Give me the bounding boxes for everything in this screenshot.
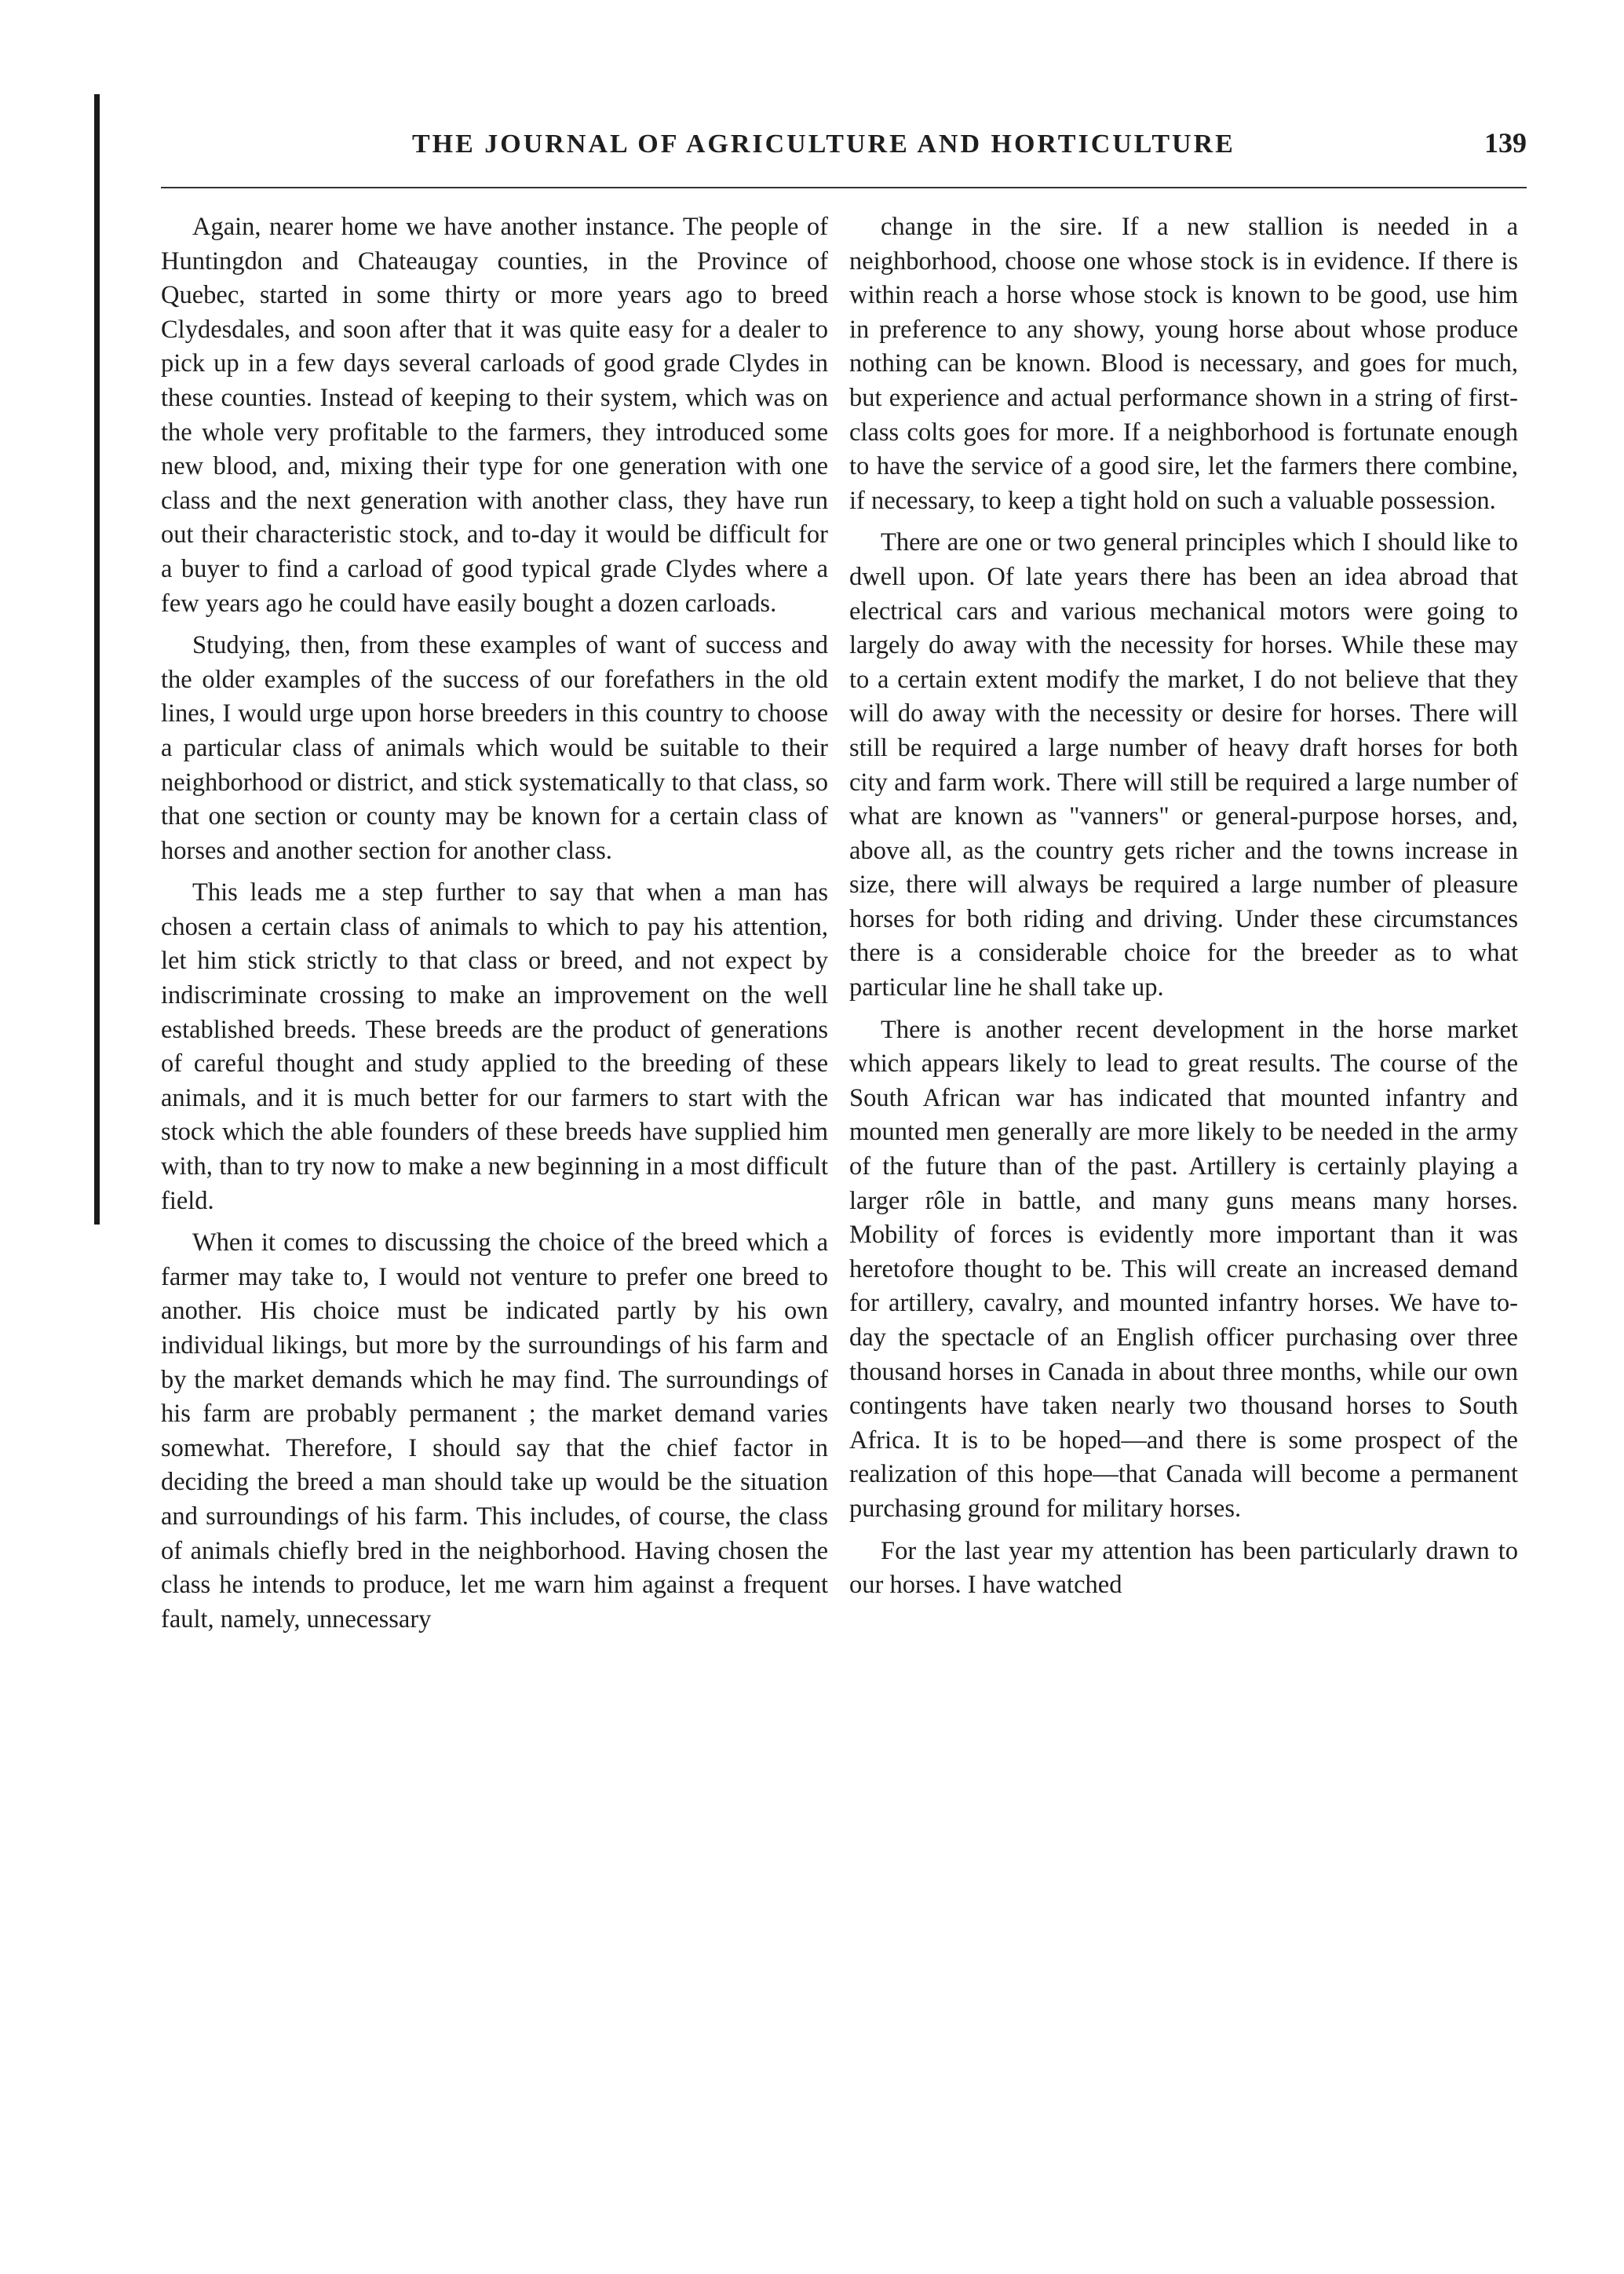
page-margin-bar [94,94,100,1225]
paragraph: For the last year my attention has been particularly drawn to our horses. I have watched [849,1536,1518,1600]
header-rule [161,187,1527,188]
left-column [161,210,828,1644]
page-header [161,127,1527,177]
right-column [849,210,1518,1611]
paragraph: Again, nearer home we have another instance. The people of Huntingdon and Chateaugay counties, in the Province of Quebec, started in some thirty or more years ago to breed Clydesdales, and soon after that it was quite easy for a dealer to pick up in a few days several carloads of good grade Clydes in these counties. Instead of keeping to their system, which was on the whole very profitable to the farmers, they introduced some new blood, and, mixing their type for one generation with one class and the next generation with another class, they have run out their characteristic stock, and to-day it would be difficult for a buyer to find a carload of good typical grade Clydes where a few years ago he could have easily bought a dozen carloads. [161,213,828,618]
paragraph: change in the sire. If a new stallion is needed in a neighborhood, choose one whose stock is in evidence. If there is within reach a horse whose stock is known to be good, use him in preference to any showy, young horse about whose produce nothing can be known. Blood is necessary, and goes for much, but experience and actual performance shown in a string of first-class colts goes for more. If a neighborhood is fortunate enough to have the service of a good sire, let the farmers there combine, if necessary, to keep a tight hold on such a valuable possession. [849,213,1518,515]
running-title: THE JOURNAL OF AGRICULTURE AND HORTICULTURE [412,130,1235,159]
paragraph: There are one or two general principles which I should like to dwell upon. Of late years there has been an idea abroad that electrical cars and various mechanical motors were going to largely do away with the necessity for horses. While these may to a certain extent modify the market, I do not believe that they will do away with the necessity or desire for horses. There will still be required a large number of heavy draft horses for both city and farm work. There will still be required a large number of what are known as "vanners" or general-purpose horses, and, above all, as the country gets richer and the towns increase in size, there will always be required a large number of pleasure horses for both riding and driving. Under these circumstances there is a considerable choice for the breeder as to what particular line he shall take up. [849,528,1518,1002]
paragraph: Studying, then, from these examples of want of success and the older examples of the success of our forefathers in the old lines, I would urge upon horse breeders in this country to choose a particular class of animals which would be suitable to their neighborhood or district, and stick systematically to that class, so that one section or county may be known for a certain class of horses and another section for another class. [161,631,828,865]
paragraph: When it comes to discussing the choice of the breed which a farmer may take to, I would not venture to prefer one breed to another. His choice must be indicated partly by his own individual likings, but more by the surroundings of his farm and by the market demands which he may find. The surroundings of his farm are probably permanent ; the market demand varies somewhat. Therefore, I should say that the chief factor in deciding the breed a man should take up would be the situation and surroundings of his farm. This includes, of course, the class of animals chiefly bred in the neighborhood. Having chosen the class he intends to produce, let me warn him against a frequent fault, namely, unnecessary [161,1228,828,1633]
page-number: 139 [1484,127,1527,159]
paragraph: This leads me a step further to say that when a man has chosen a certain class of animals to which to pay his attention, let him stick strictly to that class or breed, and not expect by indiscriminate crossing to make an improvement on the well established breeds. These breeds are the product of generations of careful thought and study applied to the breeding of these animals, and it is much better for our farmers to start with the stock which the able founders of these breeds have supplied him with, than to try now to make a new beginning in a most difficult field. [161,878,828,1215]
paragraph: There is another recent development in the horse market which appears likely to lead to great results. The course of the South African war has indicated that mounted infantry and mounted men generally are more likely to be needed in the army of the future than of the past. Artillery is certainly playing a larger rôle in battle, and many guns means many horses. Mobility of forces is evidently more important than it was heretofore thought to be. This will create an increased demand for artillery, cavalry, and mounted infantry horses. We have to-day the spectacle of an English officer purchasing over three thousand horses in Canada in about three months, while our own contingents have taken nearly two thousand horses to South Africa. It is to be hoped—and there is some prospect of the realization of this hope—that Canada will become a permanent purchasing ground for military horses. [849,1015,1518,1523]
